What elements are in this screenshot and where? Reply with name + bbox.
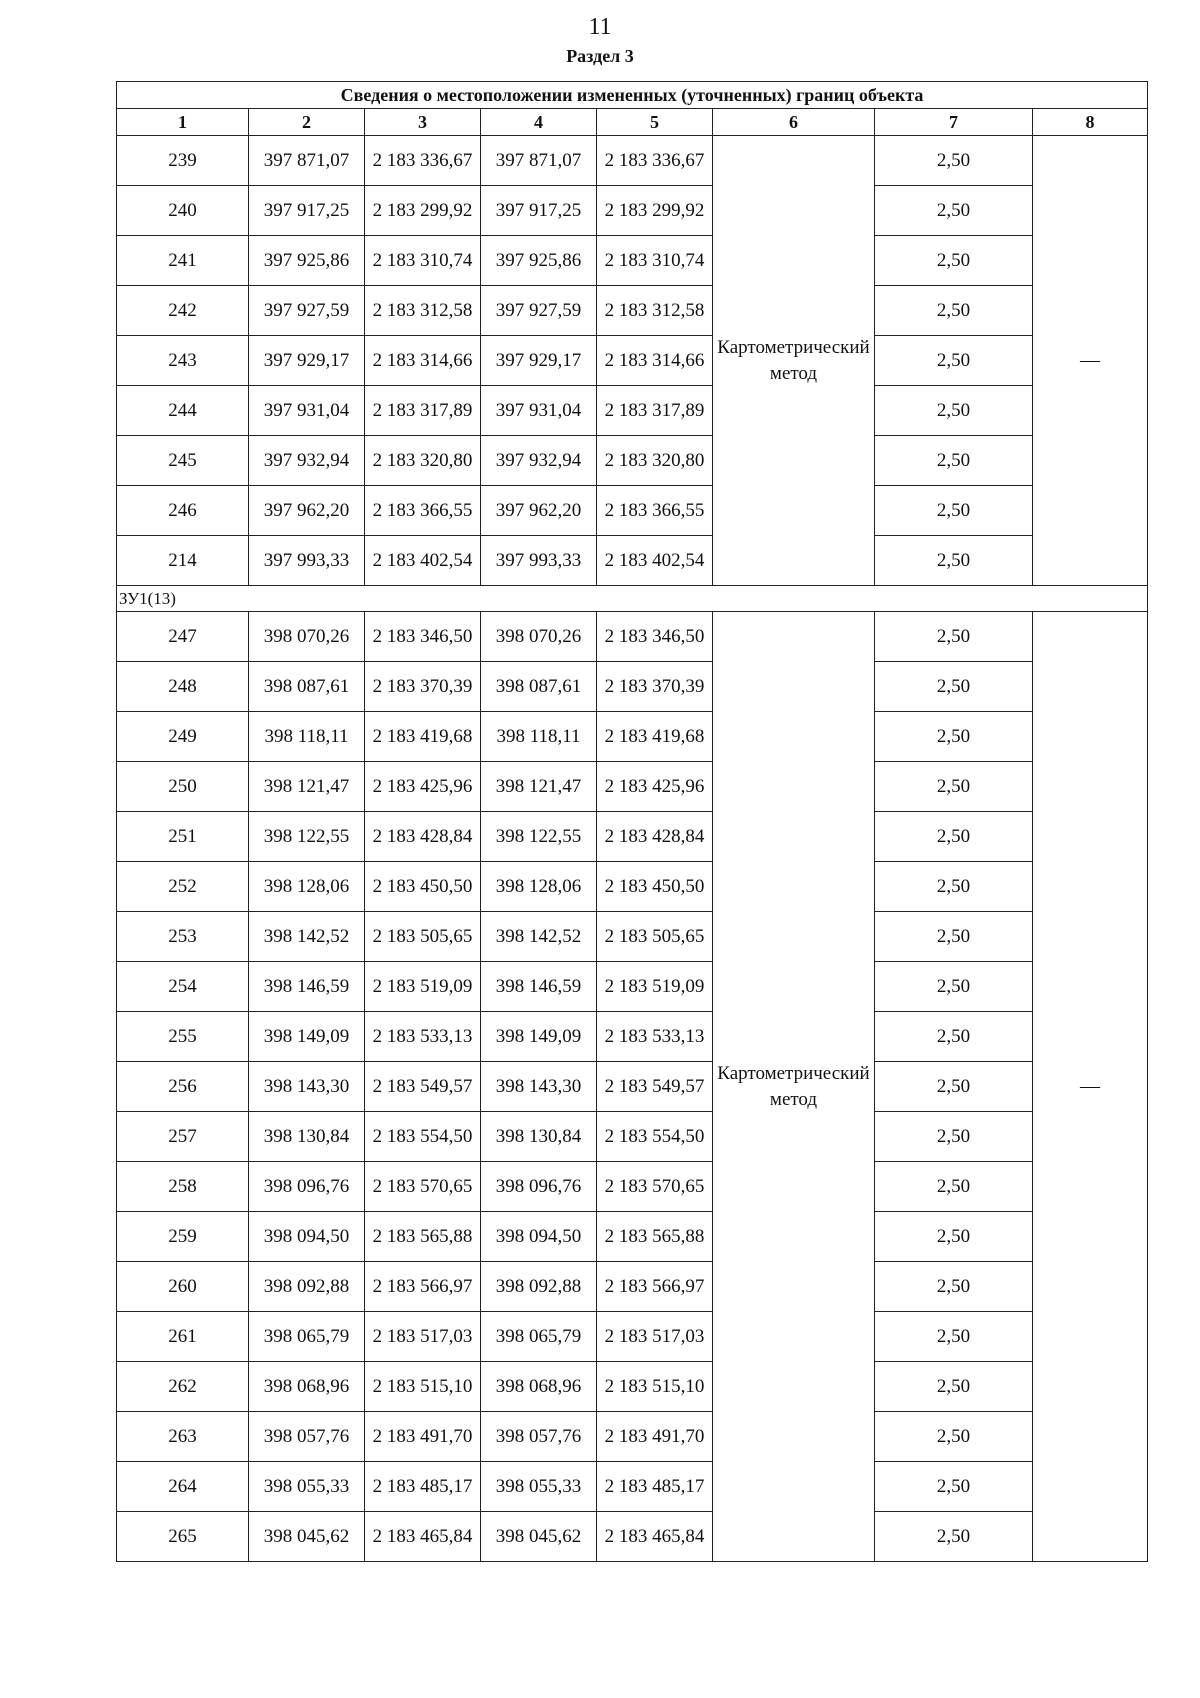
refined-y-cell: 2 183 450,50 [597, 862, 713, 912]
existing-x-cell: 397 917,25 [249, 186, 365, 236]
point-number-cell: 240 [117, 186, 249, 236]
boundary-coordinates-table [116, 81, 1148, 1562]
table-row [117, 1162, 1148, 1212]
existing-y-cell: 2 183 485,17 [365, 1462, 481, 1512]
existing-y-cell: 2 183 402,54 [365, 536, 481, 586]
accuracy-cell: 2,50 [875, 1012, 1033, 1062]
refined-x-cell: 398 130,84 [481, 1112, 597, 1162]
existing-x-cell: 397 932,94 [249, 436, 365, 486]
refined-y-cell: 2 183 346,50 [597, 612, 713, 662]
accuracy-cell: 2,50 [875, 712, 1033, 762]
existing-y-cell: 2 183 428,84 [365, 812, 481, 862]
group-label: ЗУ1(13) [117, 586, 1148, 612]
point-number-cell: 243 [117, 336, 249, 386]
point-number-cell: 261 [117, 1312, 249, 1362]
existing-x-cell: 398 122,55 [249, 812, 365, 862]
existing-x-cell: 398 130,84 [249, 1112, 365, 1162]
accuracy-cell: 2,50 [875, 536, 1033, 586]
point-number-cell: 244 [117, 386, 249, 436]
existing-y-cell: 2 183 491,70 [365, 1412, 481, 1462]
table-row [117, 1512, 1148, 1562]
existing-y-cell: 2 183 554,50 [365, 1112, 481, 1162]
refined-y-cell: 2 183 565,88 [597, 1212, 713, 1262]
existing-y-cell: 2 183 336,67 [365, 136, 481, 186]
existing-y-cell: 2 183 570,65 [365, 1162, 481, 1212]
existing-y-cell: 2 183 505,65 [365, 912, 481, 962]
existing-x-cell: 398 128,06 [249, 862, 365, 912]
column-header: 3 [365, 109, 481, 136]
point-number-cell: 252 [117, 862, 249, 912]
existing-y-cell: 2 183 419,68 [365, 712, 481, 762]
refined-x-cell: 398 092,88 [481, 1262, 597, 1312]
accuracy-cell: 2,50 [875, 1212, 1033, 1262]
point-number-cell: 260 [117, 1262, 249, 1312]
existing-y-cell: 2 183 565,88 [365, 1212, 481, 1262]
existing-y-cell: 2 183 370,39 [365, 662, 481, 712]
refined-y-cell: 2 183 336,67 [597, 136, 713, 186]
existing-y-cell: 2 183 312,58 [365, 286, 481, 336]
refined-y-cell: 2 183 370,39 [597, 662, 713, 712]
accuracy-cell: 2,50 [875, 1262, 1033, 1312]
refined-x-cell: 397 993,33 [481, 536, 597, 586]
table-row [117, 812, 1148, 862]
refined-x-cell: 397 932,94 [481, 436, 597, 486]
existing-y-cell: 2 183 566,97 [365, 1262, 481, 1312]
column-header: 2 [249, 109, 365, 136]
point-number-cell: 262 [117, 1362, 249, 1412]
refined-y-cell: 2 183 320,80 [597, 436, 713, 486]
refined-x-cell: 397 931,04 [481, 386, 597, 436]
determination-method-cell: Картометрический метод [713, 612, 875, 1562]
existing-x-cell: 397 993,33 [249, 536, 365, 586]
existing-y-cell: 2 183 425,96 [365, 762, 481, 812]
refined-y-cell: 2 183 519,09 [597, 962, 713, 1012]
table-row [117, 1012, 1148, 1062]
existing-x-cell: 398 118,11 [249, 712, 365, 762]
accuracy-cell: 2,50 [875, 136, 1033, 186]
accuracy-cell: 2,50 [875, 336, 1033, 386]
table-row [117, 236, 1148, 286]
point-number-cell: 214 [117, 536, 249, 586]
column-header: 6 [713, 109, 875, 136]
refined-y-cell: 2 183 505,65 [597, 912, 713, 962]
column-header: 7 [875, 109, 1033, 136]
section-title: Раздел 3 [566, 46, 634, 66]
table-row [117, 1412, 1148, 1462]
table-row [117, 1062, 1148, 1112]
determination-method-cell: Картометрический метод [713, 136, 875, 586]
column-header: 1 [117, 109, 249, 136]
accuracy-cell: 2,50 [875, 862, 1033, 912]
table-row [117, 486, 1148, 536]
existing-y-cell: 2 183 465,84 [365, 1512, 481, 1562]
refined-y-cell: 2 183 314,66 [597, 336, 713, 386]
refined-x-cell: 398 068,96 [481, 1362, 597, 1412]
existing-y-cell: 2 183 317,89 [365, 386, 481, 436]
refined-x-cell: 398 055,33 [481, 1462, 597, 1512]
refined-x-cell: 397 927,59 [481, 286, 597, 336]
refined-x-cell: 398 087,61 [481, 662, 597, 712]
accuracy-cell: 2,50 [875, 1162, 1033, 1212]
refined-y-cell: 2 183 428,84 [597, 812, 713, 862]
refined-x-cell: 398 143,30 [481, 1062, 597, 1112]
table-row [117, 386, 1148, 436]
refined-x-cell: 398 065,79 [481, 1312, 597, 1362]
accuracy-cell: 2,50 [875, 486, 1033, 536]
table-row [117, 862, 1148, 912]
refined-y-cell: 2 183 533,13 [597, 1012, 713, 1062]
refined-y-cell: 2 183 310,74 [597, 236, 713, 286]
refined-y-cell: 2 183 402,54 [597, 536, 713, 586]
existing-x-cell: 398 065,79 [249, 1312, 365, 1362]
refined-x-cell: 398 057,76 [481, 1412, 597, 1462]
point-number-cell: 251 [117, 812, 249, 862]
refined-y-cell: 2 183 317,89 [597, 386, 713, 436]
refined-y-cell: 2 183 485,17 [597, 1462, 713, 1512]
table-row [117, 1212, 1148, 1262]
table-row [117, 1112, 1148, 1162]
existing-x-cell: 398 146,59 [249, 962, 365, 1012]
point-number-cell: 245 [117, 436, 249, 486]
refined-x-cell: 398 121,47 [481, 762, 597, 812]
table-row [117, 762, 1148, 812]
table-row [117, 962, 1148, 1012]
column-header: 4 [481, 109, 597, 136]
existing-y-cell: 2 183 320,80 [365, 436, 481, 486]
accuracy-cell: 2,50 [875, 612, 1033, 662]
refined-x-cell: 397 871,07 [481, 136, 597, 186]
existing-x-cell: 398 057,76 [249, 1412, 365, 1462]
existing-y-cell: 2 183 515,10 [365, 1362, 481, 1412]
point-number-cell: 258 [117, 1162, 249, 1212]
table-row [117, 336, 1148, 386]
existing-x-cell: 397 871,07 [249, 136, 365, 186]
table-title: Сведения о местоположении измененных (уточненных) границ объекта [117, 82, 1148, 109]
point-number-cell: 247 [117, 612, 249, 662]
existing-x-cell: 398 143,30 [249, 1062, 365, 1112]
point-number-cell: 264 [117, 1462, 249, 1512]
accuracy-cell: 2,50 [875, 962, 1033, 1012]
refined-y-cell: 2 183 570,65 [597, 1162, 713, 1212]
column-8-cell: — [1033, 612, 1148, 1562]
existing-y-cell: 2 183 299,92 [365, 186, 481, 236]
accuracy-cell: 2,50 [875, 1062, 1033, 1112]
column-header-row [117, 109, 1148, 136]
existing-y-cell: 2 183 533,13 [365, 1012, 481, 1062]
page-number: 11 [588, 14, 612, 40]
refined-y-cell: 2 183 491,70 [597, 1412, 713, 1462]
table-row [117, 186, 1148, 236]
refined-x-cell: 397 962,20 [481, 486, 597, 536]
accuracy-cell: 2,50 [875, 912, 1033, 962]
point-number-cell: 254 [117, 962, 249, 1012]
existing-y-cell: 2 183 517,03 [365, 1312, 481, 1362]
existing-y-cell: 2 183 519,09 [365, 962, 481, 1012]
point-number-cell: 253 [117, 912, 249, 962]
existing-x-cell: 398 092,88 [249, 1262, 365, 1312]
table-row [117, 1262, 1148, 1312]
refined-x-cell: 398 070,26 [481, 612, 597, 662]
accuracy-cell: 2,50 [875, 1112, 1033, 1162]
existing-x-cell: 398 045,62 [249, 1512, 365, 1562]
existing-x-cell: 398 149,09 [249, 1012, 365, 1062]
point-number-cell: 242 [117, 286, 249, 336]
accuracy-cell: 2,50 [875, 286, 1033, 336]
table-title-row [117, 82, 1148, 109]
group-header-row [117, 586, 1148, 612]
refined-y-cell: 2 183 515,10 [597, 1362, 713, 1412]
existing-x-cell: 397 927,59 [249, 286, 365, 336]
refined-x-cell: 398 094,50 [481, 1212, 597, 1262]
accuracy-cell: 2,50 [875, 1512, 1033, 1562]
table-row [117, 1362, 1148, 1412]
existing-x-cell: 397 962,20 [249, 486, 365, 536]
accuracy-cell: 2,50 [875, 1362, 1033, 1412]
table-row [117, 536, 1148, 586]
refined-y-cell: 2 183 549,57 [597, 1062, 713, 1112]
point-number-cell: 249 [117, 712, 249, 762]
refined-x-cell: 398 149,09 [481, 1012, 597, 1062]
point-number-cell: 256 [117, 1062, 249, 1112]
refined-y-cell: 2 183 299,92 [597, 186, 713, 236]
existing-x-cell: 397 929,17 [249, 336, 365, 386]
existing-x-cell: 398 070,26 [249, 612, 365, 662]
accuracy-cell: 2,50 [875, 762, 1033, 812]
accuracy-cell: 2,50 [875, 812, 1033, 862]
existing-x-cell: 398 096,76 [249, 1162, 365, 1212]
point-number-cell: 241 [117, 236, 249, 286]
column-header: 5 [597, 109, 713, 136]
existing-x-cell: 398 121,47 [249, 762, 365, 812]
point-number-cell: 250 [117, 762, 249, 812]
point-number-cell: 246 [117, 486, 249, 536]
accuracy-cell: 2,50 [875, 1312, 1033, 1362]
existing-x-cell: 398 055,33 [249, 1462, 365, 1512]
refined-x-cell: 397 917,25 [481, 186, 597, 236]
existing-x-cell: 398 094,50 [249, 1212, 365, 1262]
point-number-cell: 248 [117, 662, 249, 712]
existing-y-cell: 2 183 549,57 [365, 1062, 481, 1112]
refined-y-cell: 2 183 312,58 [597, 286, 713, 336]
accuracy-cell: 2,50 [875, 236, 1033, 286]
accuracy-cell: 2,50 [875, 1462, 1033, 1512]
existing-x-cell: 397 925,86 [249, 236, 365, 286]
refined-y-cell: 2 183 419,68 [597, 712, 713, 762]
table-row [117, 612, 1148, 662]
existing-y-cell: 2 183 314,66 [365, 336, 481, 386]
refined-y-cell: 2 183 465,84 [597, 1512, 713, 1562]
existing-x-cell: 397 931,04 [249, 386, 365, 436]
existing-y-cell: 2 183 310,74 [365, 236, 481, 286]
refined-x-cell: 398 128,06 [481, 862, 597, 912]
existing-y-cell: 2 183 366,55 [365, 486, 481, 536]
accuracy-cell: 2,50 [875, 1412, 1033, 1462]
existing-y-cell: 2 183 346,50 [365, 612, 481, 662]
refined-y-cell: 2 183 566,97 [597, 1262, 713, 1312]
accuracy-cell: 2,50 [875, 186, 1033, 236]
accuracy-cell: 2,50 [875, 436, 1033, 486]
accuracy-cell: 2,50 [875, 386, 1033, 436]
table-row [117, 286, 1148, 336]
table-row [117, 136, 1148, 186]
refined-x-cell: 397 929,17 [481, 336, 597, 386]
refined-y-cell: 2 183 425,96 [597, 762, 713, 812]
point-number-cell: 259 [117, 1212, 249, 1262]
point-number-cell: 239 [117, 136, 249, 186]
point-number-cell: 263 [117, 1412, 249, 1462]
table-row [117, 1462, 1148, 1512]
refined-y-cell: 2 183 517,03 [597, 1312, 713, 1362]
refined-y-cell: 2 183 554,50 [597, 1112, 713, 1162]
table-row [117, 662, 1148, 712]
table-row [117, 712, 1148, 762]
existing-x-cell: 398 068,96 [249, 1362, 365, 1412]
point-number-cell: 257 [117, 1112, 249, 1162]
existing-y-cell: 2 183 450,50 [365, 862, 481, 912]
table-row [117, 912, 1148, 962]
column-8-cell: — [1033, 136, 1148, 586]
table-row [117, 1312, 1148, 1362]
refined-y-cell: 2 183 366,55 [597, 486, 713, 536]
table-row [117, 436, 1148, 486]
refined-x-cell: 398 142,52 [481, 912, 597, 962]
existing-x-cell: 398 087,61 [249, 662, 365, 712]
point-number-cell: 265 [117, 1512, 249, 1562]
accuracy-cell: 2,50 [875, 662, 1033, 712]
refined-x-cell: 398 146,59 [481, 962, 597, 1012]
point-number-cell: 255 [117, 1012, 249, 1062]
refined-x-cell: 398 118,11 [481, 712, 597, 762]
refined-x-cell: 398 045,62 [481, 1512, 597, 1562]
refined-x-cell: 398 096,76 [481, 1162, 597, 1212]
refined-x-cell: 398 122,55 [481, 812, 597, 862]
refined-x-cell: 397 925,86 [481, 236, 597, 286]
column-header: 8 [1033, 109, 1148, 136]
existing-x-cell: 398 142,52 [249, 912, 365, 962]
